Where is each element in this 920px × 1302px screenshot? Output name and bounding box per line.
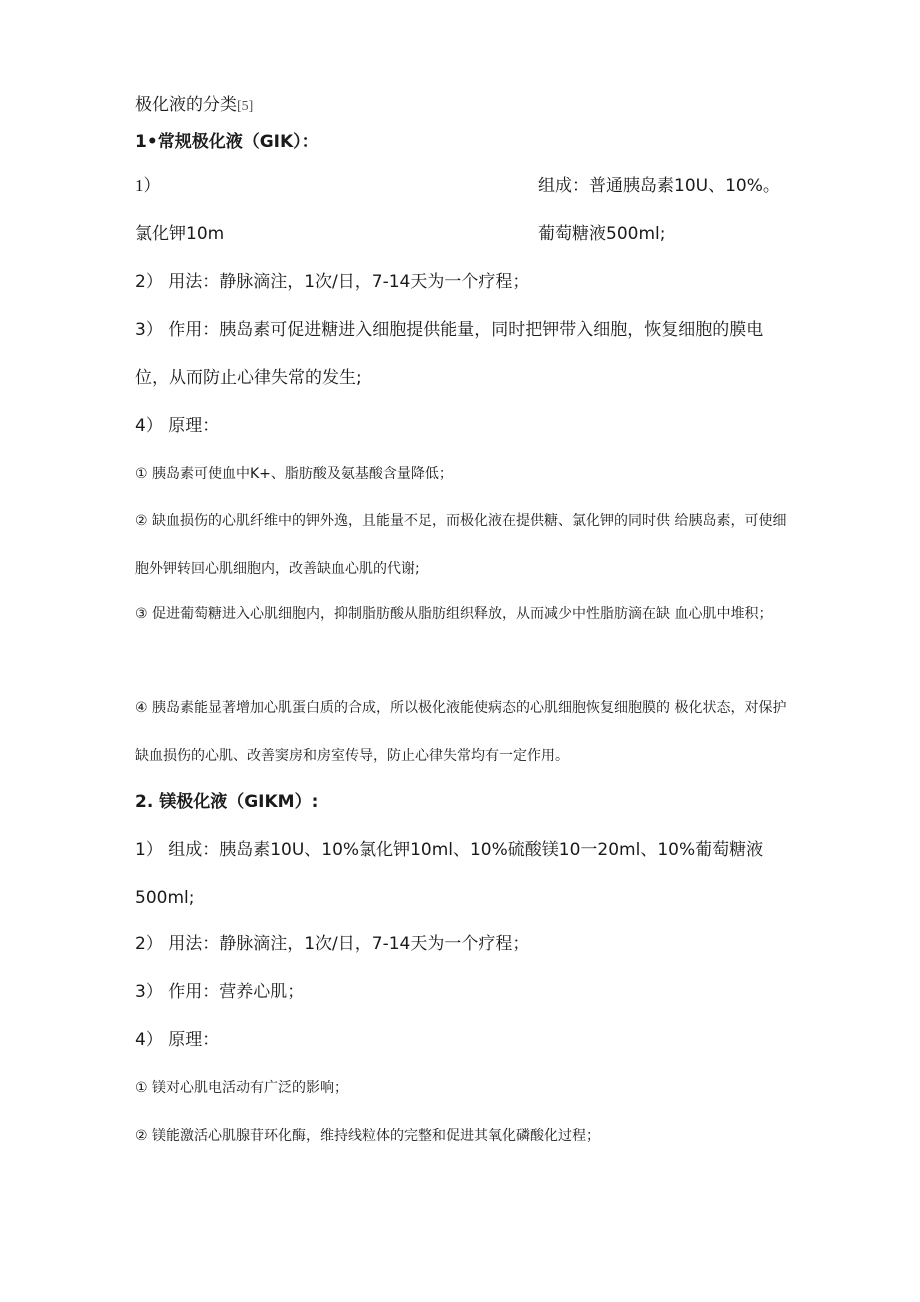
s1-principle-2: ② 缺血损伤的心肌纤维中的钾外逸，且能量不足，而极化液在提供糖、氯化钾的同时供 给胰岛素，可使细胞外钾转回心肌细胞内，改善缺血心肌的代谢; xyxy=(135,513,787,577)
doc-title xyxy=(135,95,253,116)
s1-item4: 4） 原理： xyxy=(135,416,220,436)
s1-item1-number: 1） xyxy=(135,176,161,195)
citation-ref: [5] xyxy=(237,99,254,114)
section-2-heading: 2. 镁极化液（GIKM）: xyxy=(135,792,319,812)
s1-principle-1: ① 胰岛素可使血中K+、脂肪酸及氨基酸含量降低； xyxy=(135,466,453,482)
s1-item1-text: 组成：普通胰岛素10U、10%。 xyxy=(538,176,780,196)
s1-item1-continuation-b: 葡萄糖液500ml; xyxy=(538,224,666,244)
s1-principle-3: ③ 促进葡萄糖进入心肌细胞内，抑制脂肪酸从脂肪组织释放，从而减少中性脂肪滴在缺 血心肌中堆积； xyxy=(135,606,773,622)
section-1-heading: 1•常规极化液（GIK）： xyxy=(135,132,319,152)
s1-item1-continuation-a: 氯化钾10m xyxy=(135,224,225,244)
s2-item2: 2） 用法：静脉滴注，1次/日，7-14天为一个疗程； xyxy=(135,934,530,954)
title-text: 极化液的分类 xyxy=(135,95,237,115)
s2-principle-1: ① 镁对心肌电活动有广泛的影响； xyxy=(135,1080,349,1096)
s1-item3: 3） 作用：胰岛素可促进糖进入细胞提供能量，同时把钾带入细胞，恢复细胞的膜电位，从而防止心律失常的发生; xyxy=(135,320,764,388)
s2-item4: 4） 原理： xyxy=(135,1030,220,1050)
s1-item2: 2） 用法：静脉滴注，1次/日，7-14天为一个疗程； xyxy=(135,272,530,292)
s2-item1: 1） 组成：胰岛素10U、10%氯化钾10ml、10%硫酸镁10一20ml、10%葡萄糖液500ml; xyxy=(135,840,764,908)
s1-principle-4: ④ 胰岛素能显著增加心肌蛋白质的合成，所以极化液能使病态的心肌细胞恢复细胞膜的 极化状态，对保护缺血损伤的心肌、改善窦房和房室传导，防止心律失常均有一定作用。 xyxy=(135,700,787,764)
s2-principle-2: ② 镁能激活心肌腺苷环化酶，维持线粒体的完整和促进其氧化磷酸化过程； xyxy=(135,1128,600,1144)
s2-item3: 3） 作用：营养心肌； xyxy=(135,982,305,1002)
